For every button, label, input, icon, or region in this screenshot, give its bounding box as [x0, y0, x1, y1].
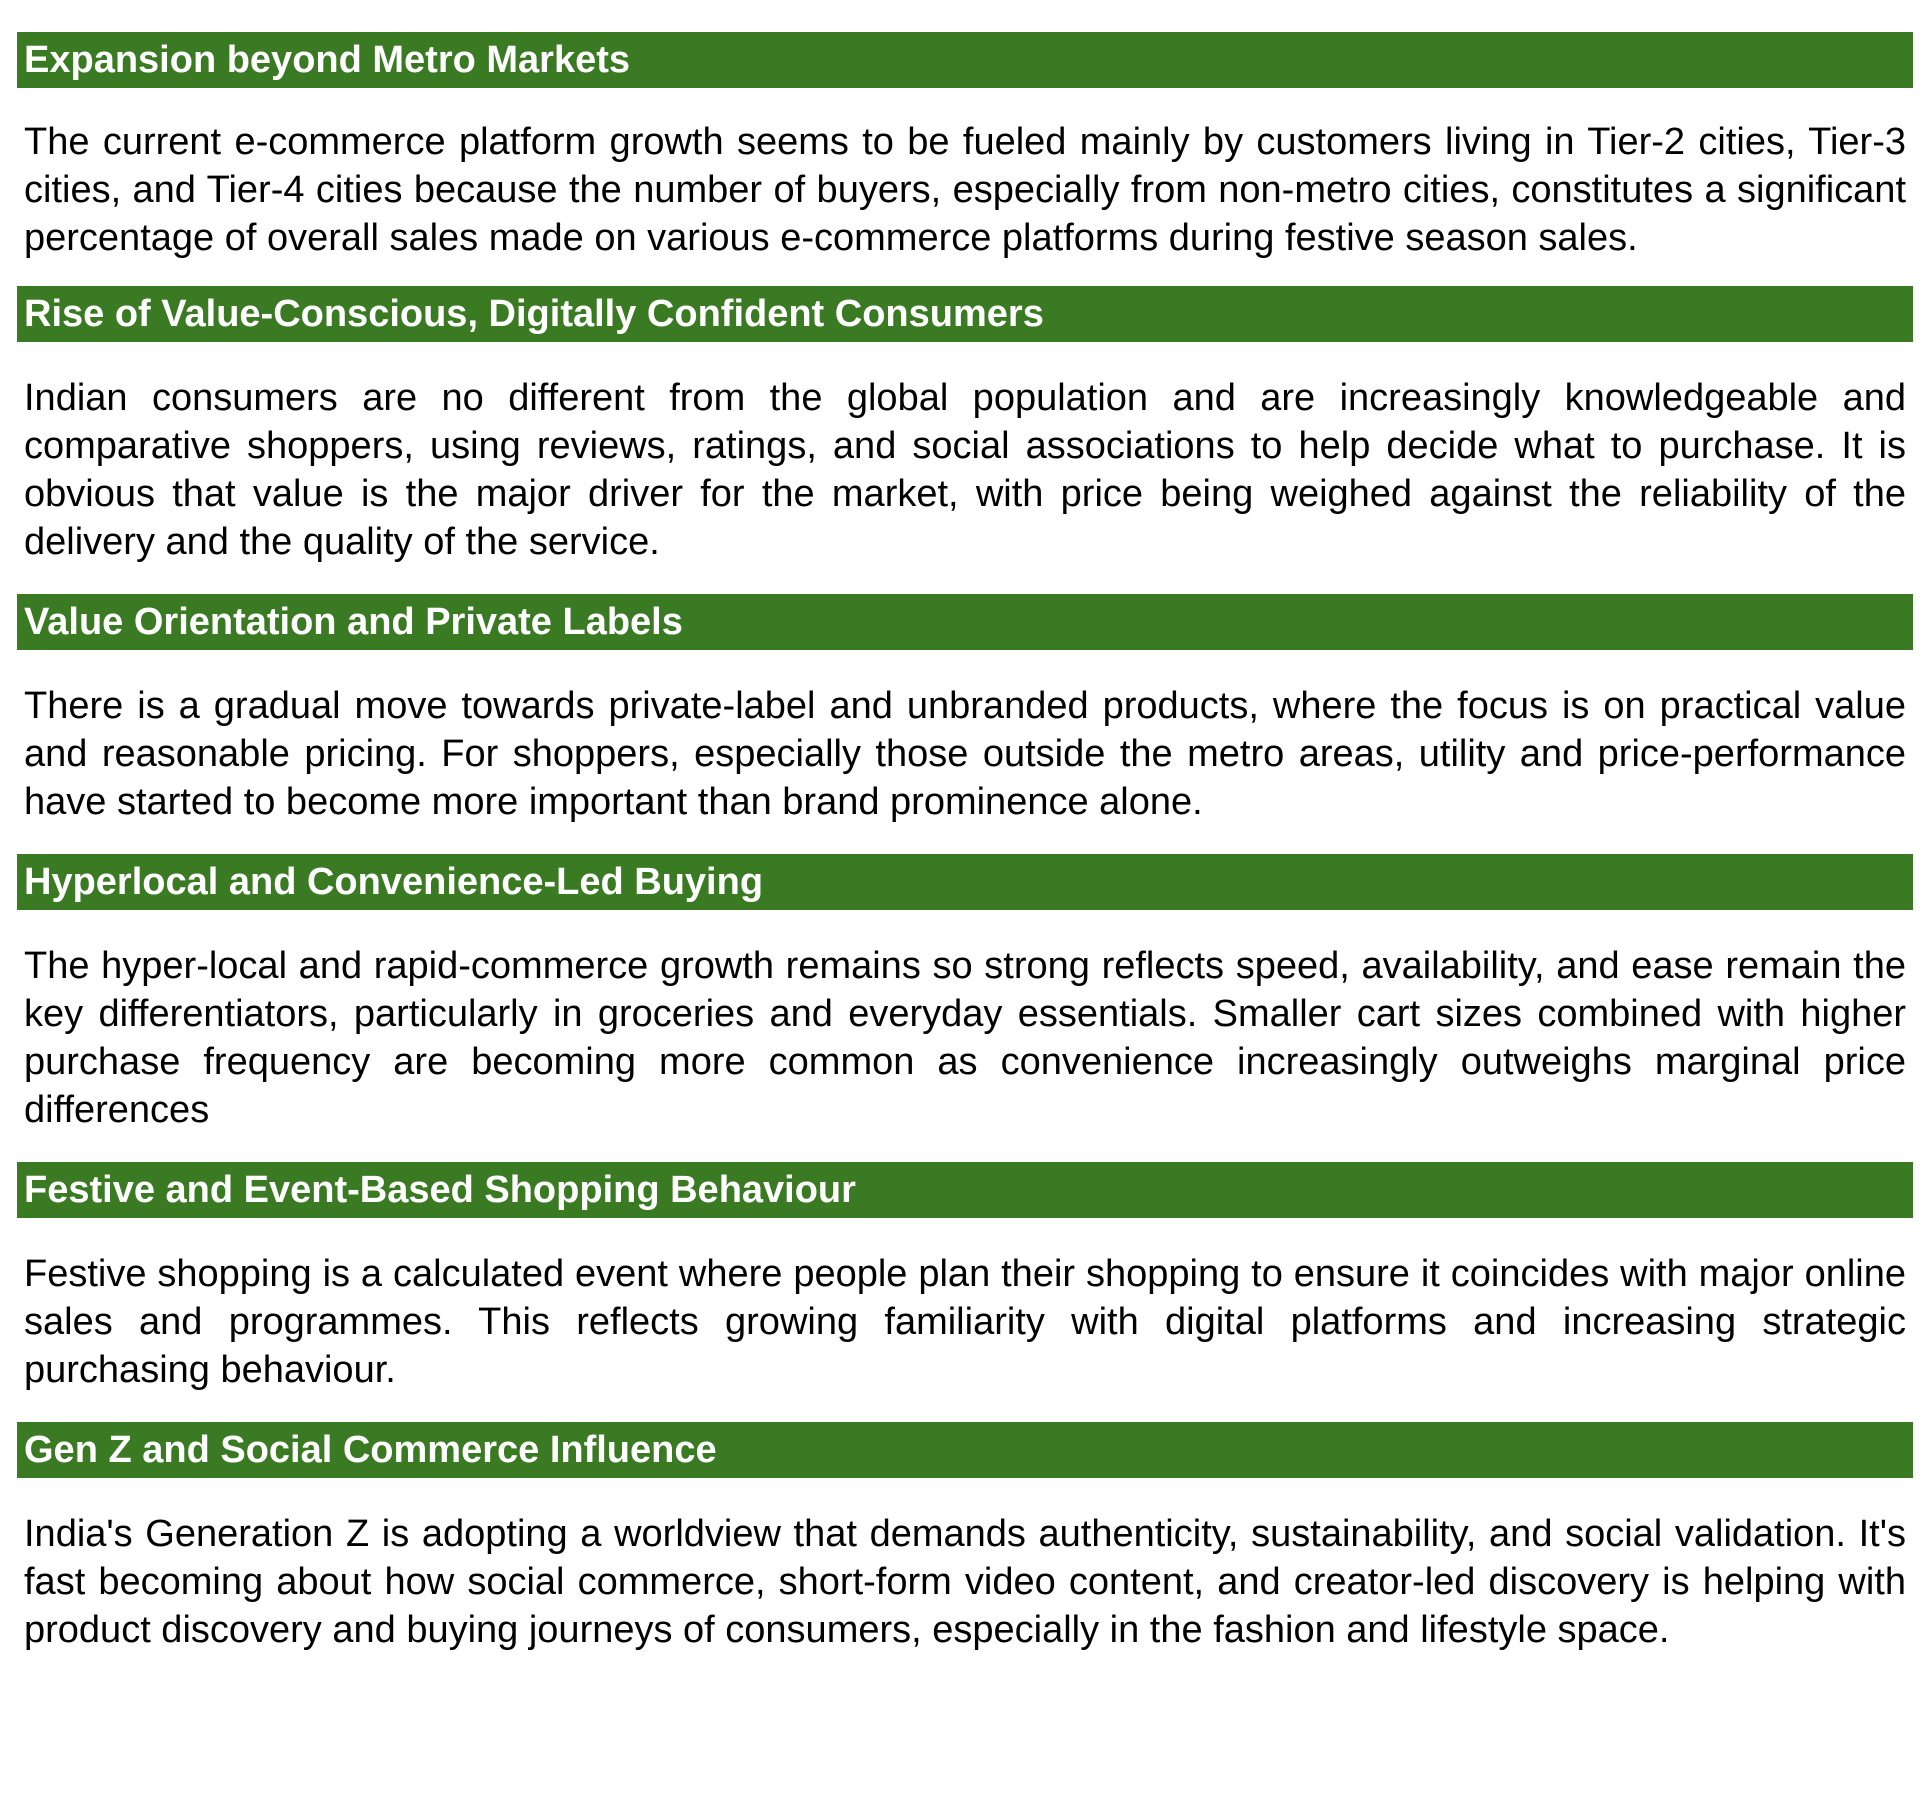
- section-gen-z-social-commerce: [17, 1422, 1913, 1654]
- section-heading: Expansion beyond Metro Markets: [17, 32, 1913, 88]
- section-heading: Gen Z and Social Commerce Influence: [17, 1422, 1913, 1478]
- document-page: [17, 32, 1913, 1654]
- section-hyperlocal-convenience-buying: [17, 854, 1913, 1134]
- section-body: The hyper-local and rapid-commerce growth remains so strong reflects speed, availability, and ease remain the key differentiators, particularly in groceries and everyday essentials. Smaller cart sizes combined with higher purchase frequency are becoming more common as convenience increasingly outweighs marginal price differences: [24, 945, 1906, 1131]
- section-body: Festive shopping is a calculated event where people plan their shopping to ensure it coincides with major online sales and programmes. This reflects growing familiarity with digital platforms and increasing strategic purchasing behaviour.: [24, 1253, 1906, 1391]
- section-value-orientation-private-labels: [17, 594, 1913, 826]
- section-body: Indian consumers are no different from the global population and are increasingly knowledgeable and comparative shoppers, using reviews, ratings, and social associations to help decide what to purchase. It is obvious that value is the major driver for the market, with price being weighed against the reliability of the delivery and the quality of the service.: [24, 377, 1906, 563]
- section-heading: Festive and Event-Based Shopping Behaviour: [17, 1162, 1913, 1218]
- section-expansion-beyond-metro-markets: [17, 32, 1913, 262]
- section-heading: Value Orientation and Private Labels: [17, 594, 1913, 650]
- section-festive-event-shopping: [17, 1162, 1913, 1394]
- section-body: The current e-commerce platform growth seems to be fueled mainly by customers living in Tier-2 cities, Tier-3 cities, and Tier-4 cities because the number of buyers, especially from non-metro cities, constitutes a significant percentage of overall sales made on various e-commerce platforms during festive season sales.: [24, 121, 1906, 259]
- section-heading: Rise of Value-Conscious, Digitally Confident Consumers: [17, 286, 1913, 342]
- section-heading: Hyperlocal and Convenience-Led Buying: [17, 854, 1913, 910]
- section-rise-of-value-conscious-consumers: [17, 286, 1913, 566]
- section-body: India's Generation Z is adopting a worldview that demands authenticity, sustainability, and social validation. It's fast becoming about how social commerce, short-form video content, and creator-led discovery is helping with product discovery and buying journeys of consumers, especially in the fashion and lifestyle space.: [24, 1513, 1906, 1651]
- section-body: There is a gradual move towards private-label and unbranded products, where the focus is on practical value and reasonable pricing. For shoppers, especially those outside the metro areas, utility and price-performance have started to become more important than brand prominence alone.: [24, 685, 1906, 823]
